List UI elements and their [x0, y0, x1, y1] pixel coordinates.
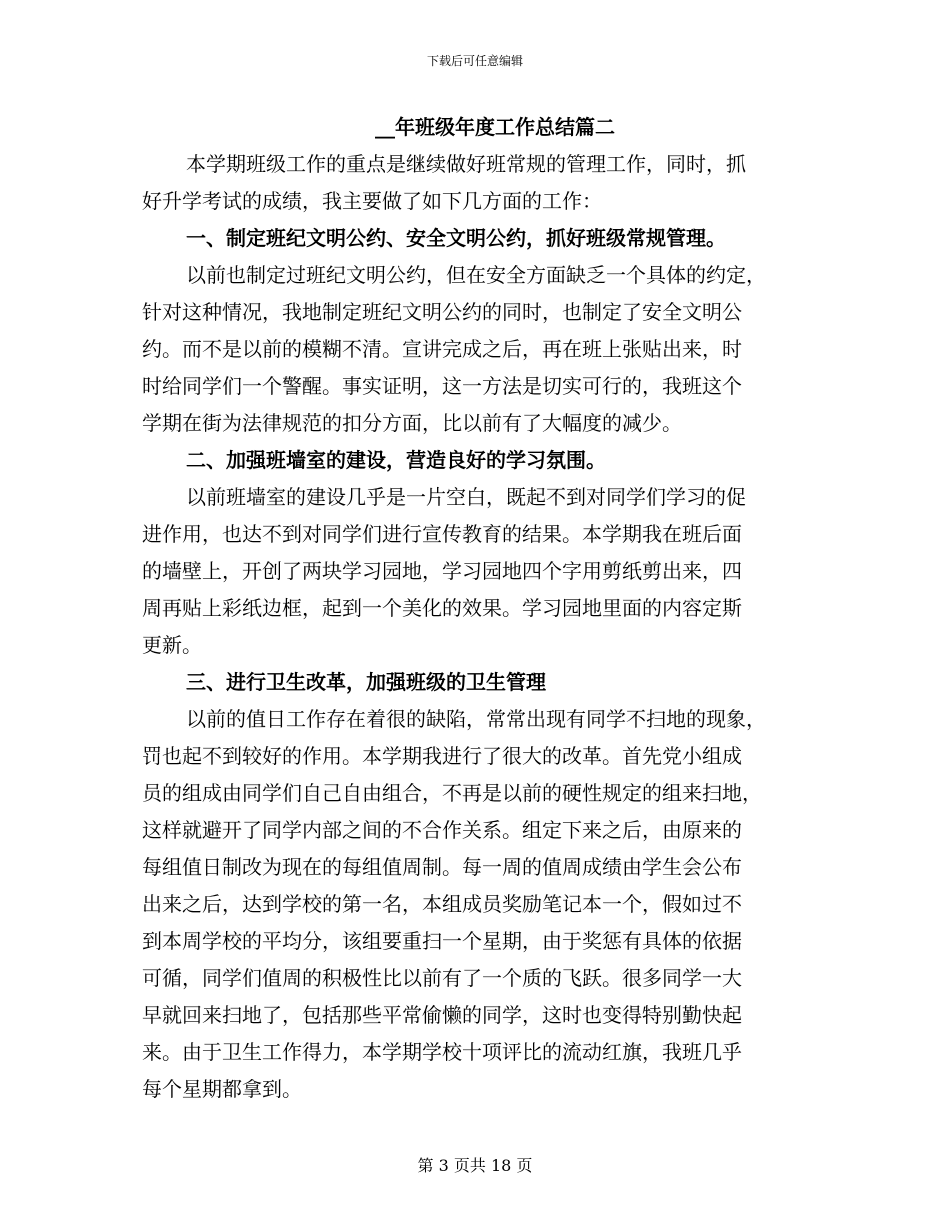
section-heading-1: 一、制定班纪文明公约、安全文明公约，抓好班级常规管理。 [186, 226, 726, 250]
section3-line: 每个星期都拿到。 [142, 1077, 302, 1101]
section3-line: 早就回来扫地了，包括那些平常偷懒的同学，这时也变得特别勤快起 [142, 1003, 742, 1027]
section1-line: 学期在街为法律规范的扣分方面，比以前有了大幅度的减少。 [142, 411, 682, 435]
section1-line: 时给同学们一个警醒。事实证明，这一方法是切实可行的，我班这个 [142, 374, 742, 398]
section3-line: 可循，同学们值周的积极性比以前有了一个质的飞跃。很多同学一大 [142, 966, 742, 990]
section3-line: 每组值日制改为现在的每组值周制。每一周的值周成绩由学生会公布 [142, 855, 742, 879]
header-note: 下载后可任意编辑 [426, 54, 523, 68]
section3-line: 出来之后，达到学校的第一名，本组成员奖励笔记本一个，假如过不 [142, 892, 742, 916]
section2-line: 进作用，也达不到对同学们进行宣传教育的结果。本学期我在班后面 [142, 522, 742, 546]
section3-line: 以前的值日工作存在着很的缺陷，常常出现有同学不扫地的现象， [186, 707, 766, 731]
intro-line: 好升学考试的成绩，我主要做了如下几方面的工作： [142, 189, 602, 213]
section3-line: 来。由于卫生工作得力，本学期学校十项评比的流动红旗，我班几乎 [142, 1040, 742, 1064]
section3-line: 员的组成由同学们自己自由组合，不再是以前的硬性规定的组来扫地， [142, 781, 762, 805]
document-body [142, 146, 808, 1108]
section1-line: 约。而不是以前的模糊不清。宣讲完成之后，再在班上张贴出来，时 [142, 337, 742, 361]
section3-line: 罚也起不到较好的作用。本学期我进行了很大的改革。首先党小组成 [142, 744, 742, 768]
section2-line: 更新。 [142, 633, 202, 657]
page-number: 第 3 页共 18 页 [417, 1156, 533, 1175]
section2-line: 的墙壁上，开创了两块学习园地，学习园地四个字用剪纸剪出来，四 [142, 559, 742, 583]
section1-line: 针对这种情况，我地制定班纪文明公约的同时，也制定了安全文明公 [142, 300, 742, 324]
section3-line: 到本周学校的平均分，该组要重扫一个星期，由于奖惩有具体的依据 [142, 929, 742, 953]
section3-line: 这样就避开了同学内部之间的不合作关系。组定下来之后，由原来的 [142, 818, 742, 842]
document-title: __年班级年度工作总结篇二 [375, 115, 615, 139]
section2-line: 周再贴上彩纸边框，起到一个美化的效果。学习园地里面的内容定斯 [142, 596, 742, 620]
section2-line: 以前班墙室的建设几乎是一片空白，既起不到对同学们学习的促 [186, 485, 746, 509]
section-heading-2: 二、加强班墙室的建设，营造良好的学习氛围。 [186, 448, 606, 472]
intro-line: 本学期班级工作的重点是继续做好班常规的管理工作，同时，抓 [186, 152, 746, 176]
section-heading-3: 三、进行卫生改革，加强班级的卫生管理 [186, 670, 546, 694]
section1-line: 以前也制定过班纪文明公约，但在安全方面缺乏一个具体的约定， [186, 263, 766, 287]
